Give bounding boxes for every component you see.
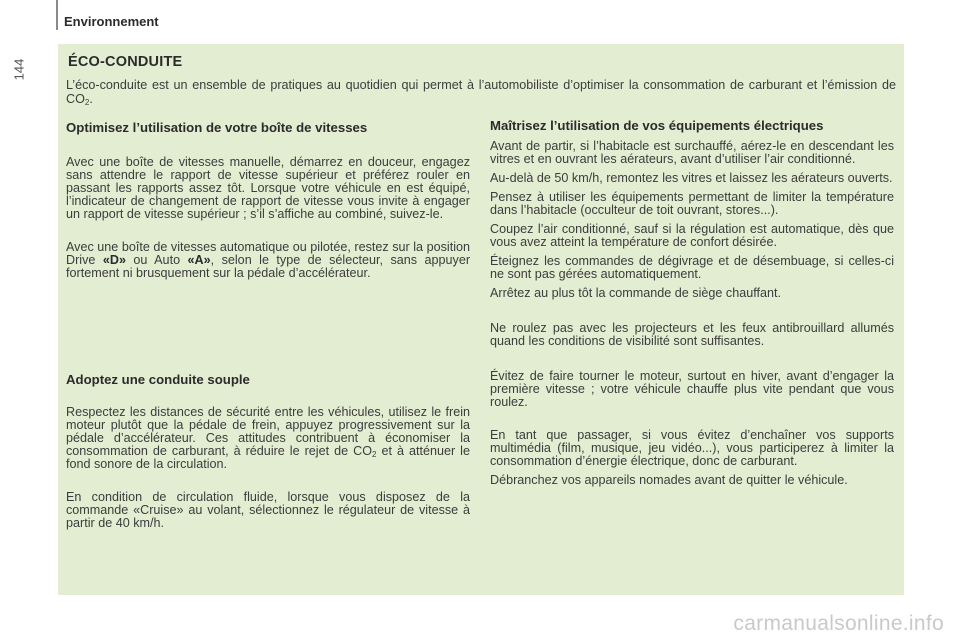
electrical-paragraph-1: Avant de partir, si l’habitacle est surchauffé, aérez-le en descendant les vitres et en ouvrant les aérateurs, avant d’utiliser l’air conditionné.: [490, 139, 894, 166]
left-column-lower: [66, 372, 470, 530]
intro-paragraph: L’éco-conduite est un ensemble de pratiques au quotidien qui permet à l’automobiliste d’optimiser la consommation de carburant et l’émission de $CO_2$.: [66, 78, 896, 107]
right-column: [490, 118, 894, 487]
electrical-paragraph-8: Évitez de faire tourner le moteur, surtout en hiver, avant d’engager la première vitesse ; votre véhicule chauffe plus vite pendant que vous roulez.: [490, 369, 894, 409]
watermark-text: carmanualsonline.info: [733, 612, 944, 635]
electrical-paragraph-3: Pensez à utiliser les équipements permettant de limiter la température dans l’habitacle (occulteur de toit ouvrant, stores...).: [490, 190, 894, 217]
gearbox-heading: Optimisez l’utilisation de votre boîte de vitesses: [66, 120, 368, 135]
electrical-paragraph-5: Éteignez les commandes de dégivrage et de désembuage, si celles-ci ne sont pas gérées automatiquement.: [490, 254, 894, 281]
smooth-paragraph-1: Respectez les distances de sécurité entre les véhicules, utilisez le frein moteur plutôt que la pédale de frein, appuyez progressivement sur la pédale d’accélérateur. Ces attitudes contribuent à économiser la consommation de carburant, à réduire le rejet de $CO_2$ et à atténuer le fond sonore de la circulation.: [66, 405, 470, 471]
electrical-paragraph-4: Coupez l’air conditionné, sauf si la régulation est automatique, dès que vous avez atteint la température de confort désirée.: [490, 222, 894, 249]
page-number: 144: [11, 58, 27, 81]
electrical-paragraph-10: Débranchez vos appareils nomades avant de quitter le véhicule.: [490, 473, 848, 487]
gearbox-paragraph-2: Avec une boîte de vitesses automatique ou pilotée, restez sur la position Drive «D» ou Auto «A», selon le type de sélecteur, sans appuyer fortement ni brusquement sur la pédale d’accélérateur.: [66, 240, 471, 280]
smooth-paragraph-2: En condition de circulation fluide, lorsque vous disposez de la commande «Cruise» au volant, sélectionnez le régulateur de vitesse à partir de 40 km/h.: [66, 490, 470, 530]
electrical-paragraph-2: Au-delà de 50 km/h, remontez les vitres et laissez les aérateurs ouverts.: [490, 171, 893, 185]
electrical-paragraph-6: Arrêtez au plus tôt la commande de siège chauffant.: [490, 286, 781, 300]
electrical-heading: Maîtrisez l’utilisation de vos équipements électriques: [490, 118, 824, 133]
gearbox-paragraph-1: Avec une boîte de vitesses manuelle, démarrez en douceur, engagez sans attendre le rapport de vitesse supérieur et préférez rouler en passant les rapports assez tôt. Lorsque votre véhicule en est équipé, l’indicateur de changement de rapport de vitesse vous invite à engager un rapport de vitesse supérieur ; s’il s’affiche au combiné, suivez-le.: [66, 155, 470, 221]
left-column: [66, 120, 470, 280]
eco-driving-panel: [58, 44, 904, 595]
smooth-driving-heading: Adoptez une conduite souple: [66, 372, 250, 387]
electrical-paragraph-9: En tant que passager, si vous évitez d’enchaîner vos supports multimédia (film, musique, jeu vidéo...), vous participerez à limiter la consommation d’énergie électrique, donc de carburant.: [490, 428, 894, 468]
panel-title: ÉCO-CONDUITE: [68, 54, 183, 70]
section-title: Environnement: [64, 14, 159, 29]
electrical-paragraph-7: Ne roulez pas avec les projecteurs et les feux antibrouillard allumés quand les conditions de visibilité sont suffisantes.: [490, 321, 894, 348]
header-divider: [56, 0, 58, 30]
